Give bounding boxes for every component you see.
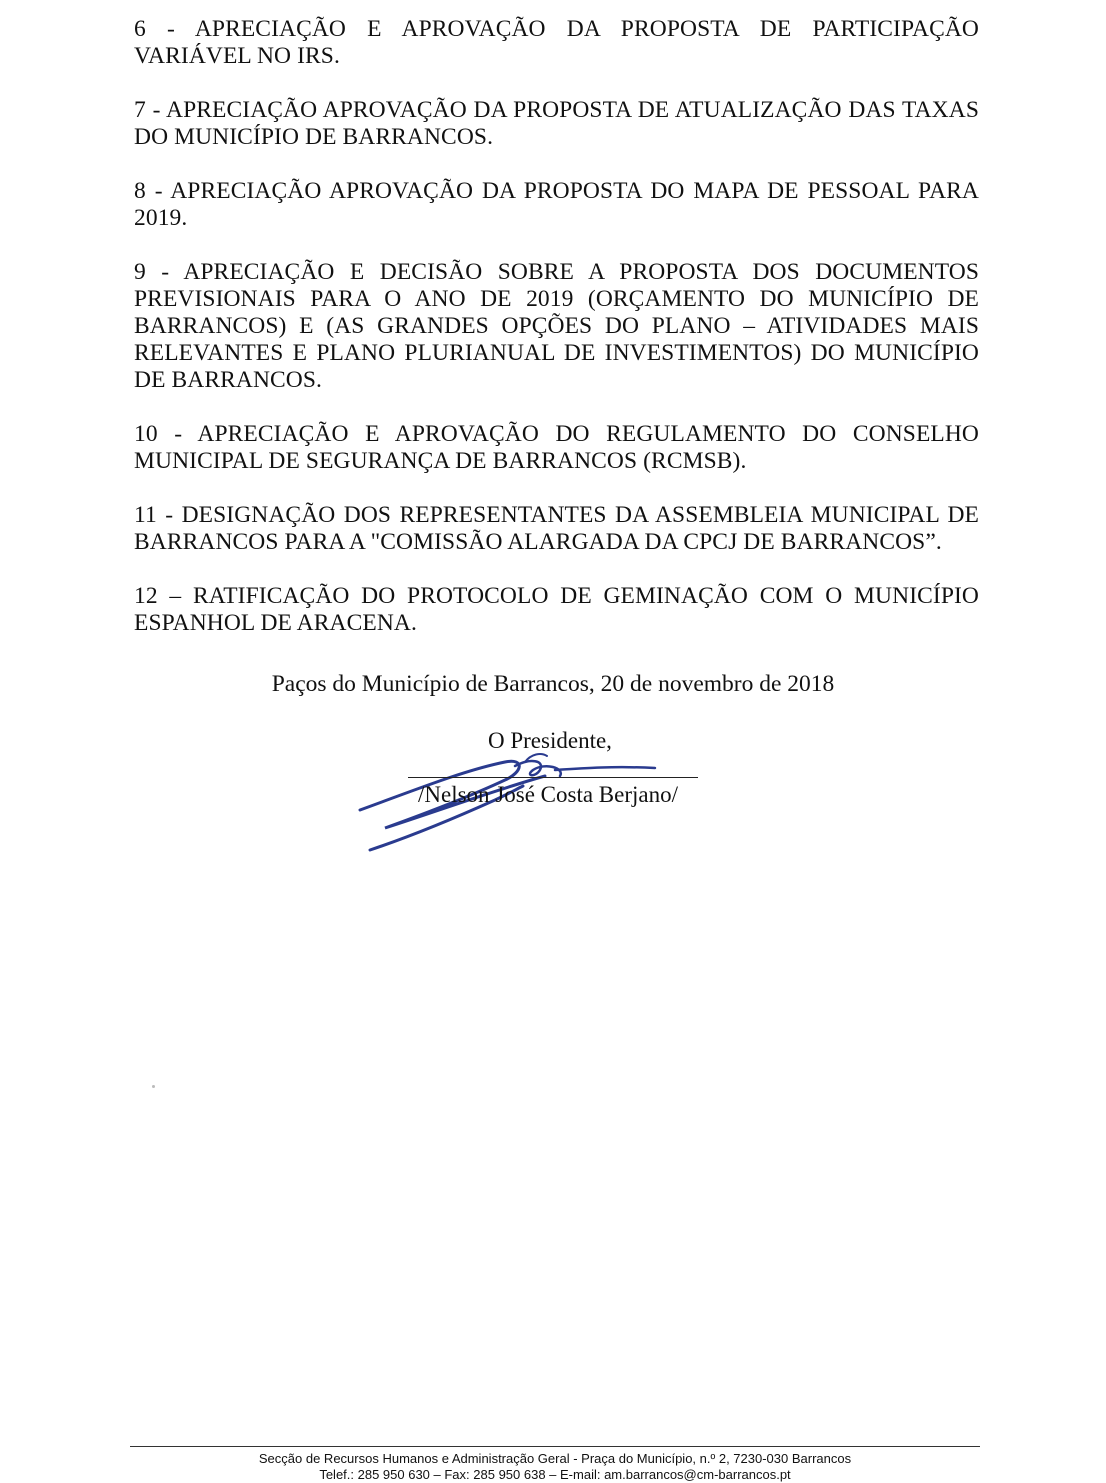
agenda-list [134,16,979,664]
agenda-item-11: 11 - DESIGNAÇÃO DOS REPRESENTANTES DA ASSEMBLEIA MUNICIPAL DE BARRANCOS PARA A "COMISSÃO ALARGADA DA CPCJ DE BARRANCOS”. [134,502,979,555]
signatory-name: /Nelson José Costa Berjano/ [418,782,678,807]
place-and-date [0,671,1106,698]
footer-line-2: Telef.: 285 950 630 – Fax: 285 950 638 – E-mail: am.barrancos@cm-barrancos.pt [319,1467,791,1482]
signatory-title: O Presidente, [488,728,612,753]
agenda-item-12: 12 – RATIFICAÇÃO DO PROTOCOLO DE GEMINAÇÃO COM O MUNICÍPIO ESPANHOL DE ARACENA. [134,583,979,636]
agenda-item-9: 9 - APRECIAÇÃO E DECISÃO SOBRE A PROPOSTA DOS DOCUMENTOS PREVISIONAIS PARA O ANO DE 2019 (ORÇAMENTO DO MUNICÍPIO DE BARRANCOS) E (AS GRANDES OPÇÕES DO PLANO – ATIVIDADES MAIS RELEVANTES E PLANO PLURIANUAL DE INVESTIMENTOS) DO MUNICÍPIO DE BARRANCOS. [134,259,979,393]
agenda-item-10: 10 - APRECIAÇÃO E APROVAÇÃO DO REGULAMENTO DO CONSELHO MUNICIPAL DE SEGURANÇA DE BARRANCOS (RCMSB). [134,421,979,474]
place-and-date-text: Paços do Município de Barrancos, 20 de novembro de 2018 [271,671,835,697]
signature-line [408,777,698,778]
scan-speck [152,1085,155,1088]
footer-line-1: Secção de Recursos Humanos e Administração Geral - Praça do Município, n.º 2, 7230-030 Barrancos [258,1451,852,1466]
agenda-item-7: 7 - APRECIAÇÃO APROVAÇÃO DA PROPOSTA DE ATUALIZAÇÃO DAS TAXAS DO MUNICÍPIO DE BARRANCOS. [134,97,979,150]
footer [130,1451,980,1483]
footer-divider [130,1446,980,1447]
agenda-item-6: 6 - APRECIAÇÃO E APROVAÇÃO DA PROPOSTA DE PARTICIPAÇÃO VARIÁVEL NO IRS. [134,16,979,69]
agenda-item-8: 8 - APRECIAÇÃO APROVAÇÃO DA PROPOSTA DO MAPA DE PESSOAL PARA 2019. [134,178,979,231]
